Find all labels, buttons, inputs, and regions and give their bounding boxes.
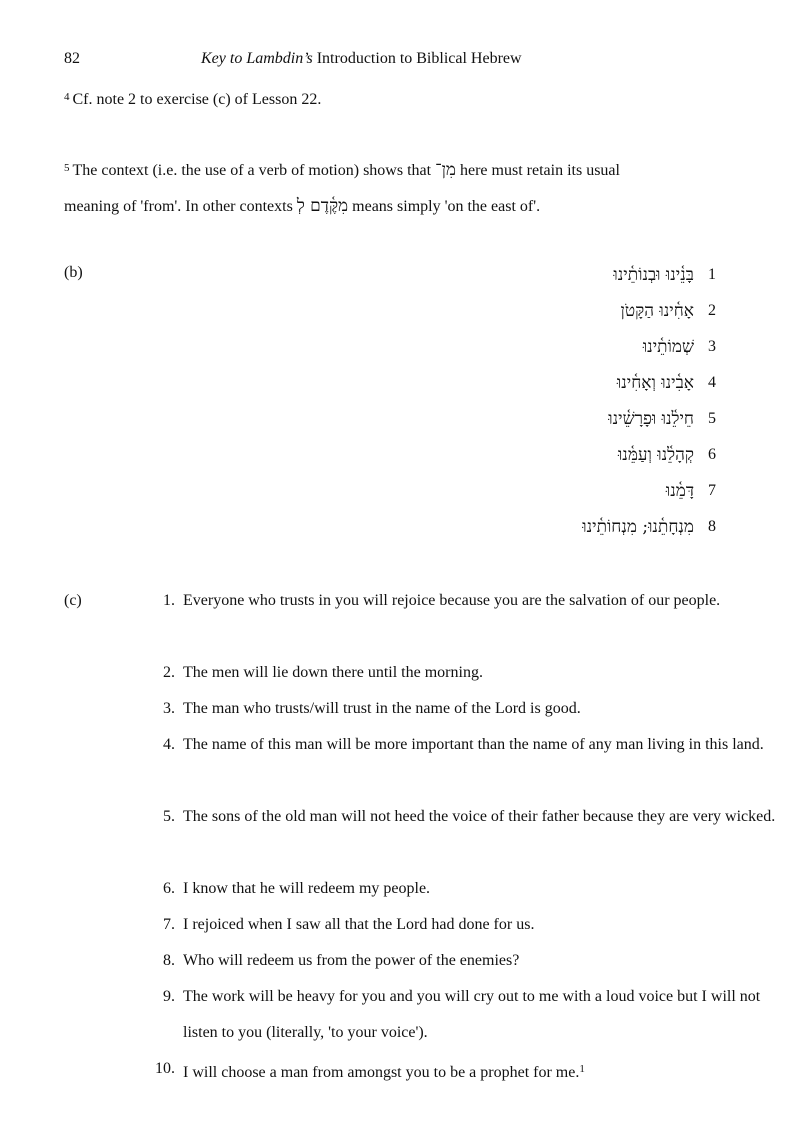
note-marker: 4	[64, 91, 70, 103]
item-number: 2	[708, 302, 716, 319]
hebrew-phrase: מִקֶּ֫דֶם לְ	[296, 196, 349, 216]
note-text: here must retain its usual	[460, 162, 620, 179]
note-text: meaning of 'from'. In other contexts	[64, 198, 293, 215]
item-number: 6	[708, 446, 716, 463]
note-text: The context (i.e. the use of a verb of motion) shows that	[72, 162, 432, 179]
note-5-line-2	[64, 196, 540, 216]
item-sentence: The sons of the old man will not heed the voice of their father because they are very wicked.	[183, 808, 776, 825]
section-c-label: (c)	[64, 592, 82, 609]
item-sentence: I will choose a man from amongst you to be a prophet for me.	[183, 1064, 580, 1081]
item-text	[183, 727, 783, 763]
item-number: 1	[708, 266, 716, 283]
item-number: 7.	[163, 916, 175, 933]
item-number: 8.	[163, 952, 175, 969]
item-text	[183, 655, 783, 691]
running-header	[201, 50, 522, 68]
hebrew-item	[617, 440, 716, 470]
section-b-label: (b)	[64, 264, 83, 281]
hebrew-phrase: קְהָלֵ֫נוּ וְעַמֵּ֫נוּ	[617, 445, 694, 465]
hebrew-phrase: אָבִ֫ינוּ וְאָחִ֫ינוּ	[616, 373, 694, 393]
item-number: 9.	[163, 988, 175, 1005]
item-number: 4.	[163, 736, 175, 753]
item-text	[183, 979, 783, 1051]
item-sentence: I rejoiced when I saw all that the Lord had done for us.	[183, 916, 535, 933]
hebrew-item	[608, 404, 716, 434]
item-sentence: Who will redeem us from the power of the enemies?	[183, 952, 520, 969]
item-sentence: Everyone who trusts in you will rejoice because you are the salvation of our people.	[183, 592, 721, 609]
note-text: Cf. note 2 to exercise (c) of Lesson 22.	[72, 91, 322, 108]
running-header-rest: Introduction to Biblical Hebrew	[316, 50, 522, 67]
hebrew-phrase: שְׁמוֹתֵ֫ינוּ	[642, 337, 694, 357]
item-number: 10.	[155, 1060, 175, 1077]
note-marker: 5	[64, 162, 70, 174]
item-text	[183, 943, 783, 979]
note-5-line-1	[64, 160, 620, 180]
item-text	[183, 583, 783, 619]
item-sentence: I know that he will redeem my people.	[183, 880, 431, 897]
item-number: 8	[708, 518, 716, 535]
hebrew-item	[620, 296, 716, 326]
item-number: 4	[708, 374, 716, 391]
item-sentence: The name of this man will be more important than the name of any man living in this land.	[183, 736, 764, 753]
item-number: 7	[708, 482, 716, 499]
hebrew-phrase: בָּנֵ֫ינוּ וּבְנוֹתֵ֫ינוּ	[613, 265, 694, 285]
item-number: 2.	[163, 664, 175, 681]
item-number: 1.	[163, 592, 175, 609]
item-text	[183, 907, 783, 943]
hebrew-phrase: אָחִ֫ינוּ הַקָּטֹן	[620, 301, 694, 321]
running-header-italic: Key to Lambdin’s	[201, 50, 313, 67]
hebrew-item	[613, 260, 716, 290]
hebrew-item	[642, 332, 716, 362]
hebrew-item	[665, 476, 716, 506]
hebrew-phrase: דָּמֵ֫נוּ	[665, 481, 694, 501]
item-text	[183, 691, 783, 727]
hebrew-phrase: מִנְחָתֵ֫נוּ; מִנְחוֹתֵ֫ינוּ	[582, 517, 694, 537]
note-text: means simply 'on the east of'.	[352, 198, 541, 215]
item-text	[183, 1051, 783, 1091]
item-text	[183, 871, 783, 907]
hebrew-phrase: חֵילֵ֫נוּ וּפָרָשֵׁ֫ינוּ	[608, 409, 694, 429]
footnote-marker: 1	[579, 1063, 585, 1075]
item-number: 5	[708, 410, 716, 427]
hebrew-word: מִן־	[435, 160, 456, 180]
item-text	[183, 799, 783, 835]
item-sentence: The work will be heavy for you and you will cry out to me with a loud voice but I will not listen to you (literally, 'to your voice').	[183, 988, 761, 1041]
hebrew-item	[582, 512, 716, 542]
item-number: 5.	[163, 808, 175, 825]
note-4	[64, 91, 321, 109]
page-number: 82	[64, 50, 80, 67]
item-number: 3	[708, 338, 716, 355]
hebrew-item	[616, 368, 716, 398]
item-number: 6.	[163, 880, 175, 897]
item-sentence: The men will lie down there until the morning.	[183, 664, 483, 681]
item-sentence: The man who trusts/will trust in the name of the Lord is good.	[183, 700, 581, 717]
item-number: 3.	[163, 700, 175, 717]
